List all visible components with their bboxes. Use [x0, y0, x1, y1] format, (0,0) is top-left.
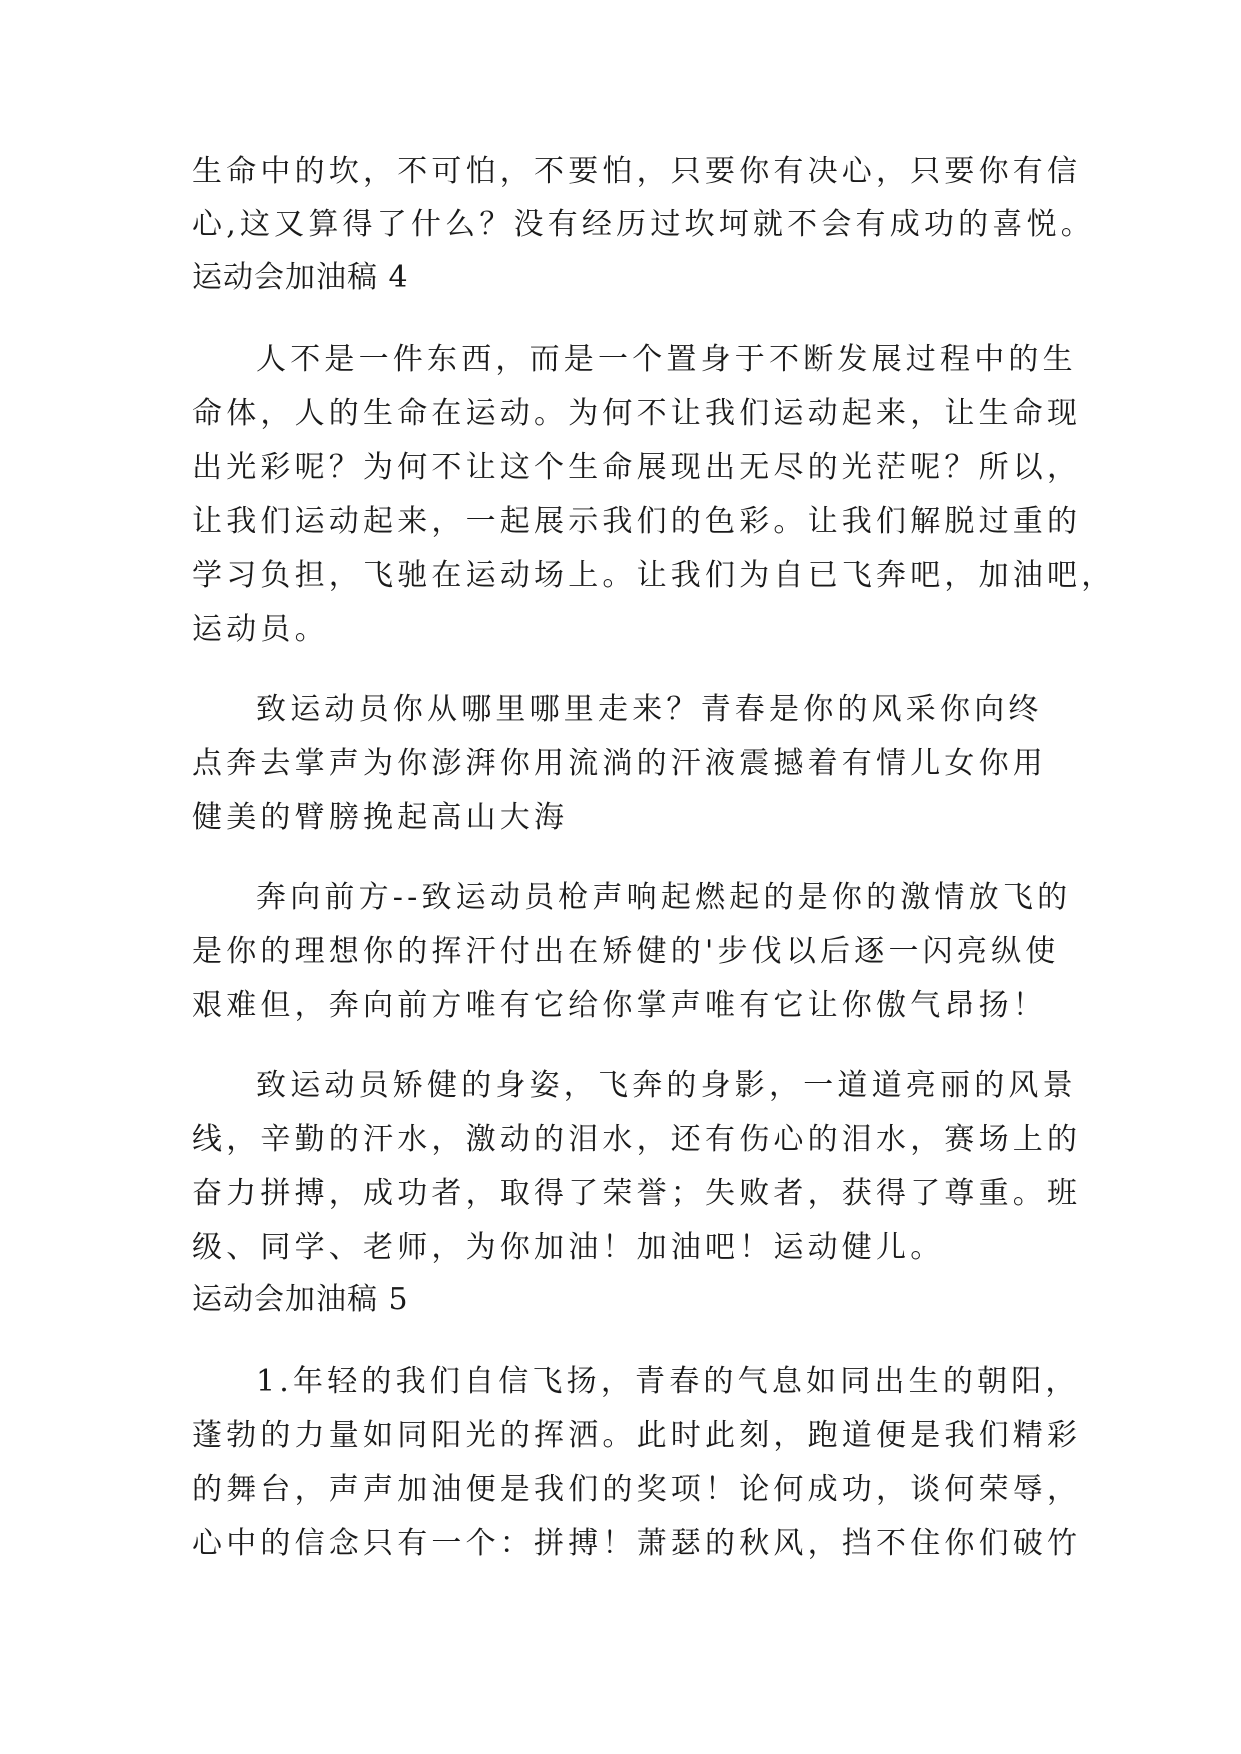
paragraph-line: 级、同学、老师，为你加油！加油吧！运动健儿。 — [192, 1230, 945, 1265]
paragraph-line: 奔向前方--致运动员枪声响起燃起的是你的激情放飞的 — [256, 880, 1072, 915]
paragraph-line: 致运动员你从哪里哪里走来？青春是你的风采你向终 — [256, 692, 1043, 727]
paragraph-line: 命体，人的生命在运动。为何不让我们运动起来，让生命现 — [192, 396, 1082, 431]
paragraph-line: 线，辛勤的汗水，激动的泪水，还有伤心的泪水，赛场上的 — [192, 1122, 1082, 1157]
paragraph-line: 出光彩呢？为何不让这个生命展现出无尽的光茫呢？所以， — [192, 450, 1082, 485]
paragraph-line: 心中的信念只有一个：拼搏！萧瑟的秋风，挡不住你们破竹 — [192, 1526, 1082, 1561]
paragraph-line: 心,这又算得了什么？没有经历过坎坷就不会有成功的喜悦。 — [192, 207, 1095, 242]
paragraph-line: 健美的臂膀挽起高山大海 — [192, 800, 569, 835]
paragraph-line: 蓬勃的力量如同阳光的挥洒。此时此刻，跑道便是我们精彩 — [192, 1418, 1082, 1453]
paragraph-line: 1.年轻的我们自信飞扬，青春的气息如同出生的朝阳， — [256, 1364, 1080, 1399]
paragraph-line: 是你的理想你的挥汗付出在矫健的'步伐以后逐一闪亮纵使 — [192, 934, 1060, 969]
paragraph-line: 的舞台，声声加油便是我们的奖项！论何成功，谈何荣辱， — [192, 1472, 1082, 1507]
paragraph-line: 点奔去掌声为你澎湃你用流淌的汗液震撼着有情儿女你用 — [192, 746, 1047, 781]
paragraph-line: 致运动员矫健的身姿，飞奔的身影，一道道亮丽的风景 — [256, 1068, 1077, 1103]
paragraph-line: 艰难但，奔向前方唯有它给你掌声唯有它让你傲气昂扬！ — [192, 988, 1047, 1023]
paragraph-line: 运动员。 — [192, 612, 329, 647]
paragraph-line: 奋力拼搏，成功者，取得了荣誉；失败者，获得了尊重。班 — [192, 1176, 1082, 1211]
paragraph-line: 让我们运动起来，一起展示我们的色彩。让我们解脱过重的 — [192, 504, 1082, 539]
paragraph-line: 人不是一件东西，而是一个置身于不断发展过程中的生 — [256, 342, 1077, 377]
section-heading: 运动会加油稿 5 — [192, 1282, 409, 1317]
paragraph-line: 学习负担，飞驰在运动场上。让我们为自已飞奔吧，加油吧， — [192, 558, 1116, 593]
paragraph-line: 生命中的坎，不可怕，不要怕，只要你有决心，只要你有信 — [192, 154, 1082, 189]
section-heading: 运动会加油稿 4 — [192, 260, 409, 295]
